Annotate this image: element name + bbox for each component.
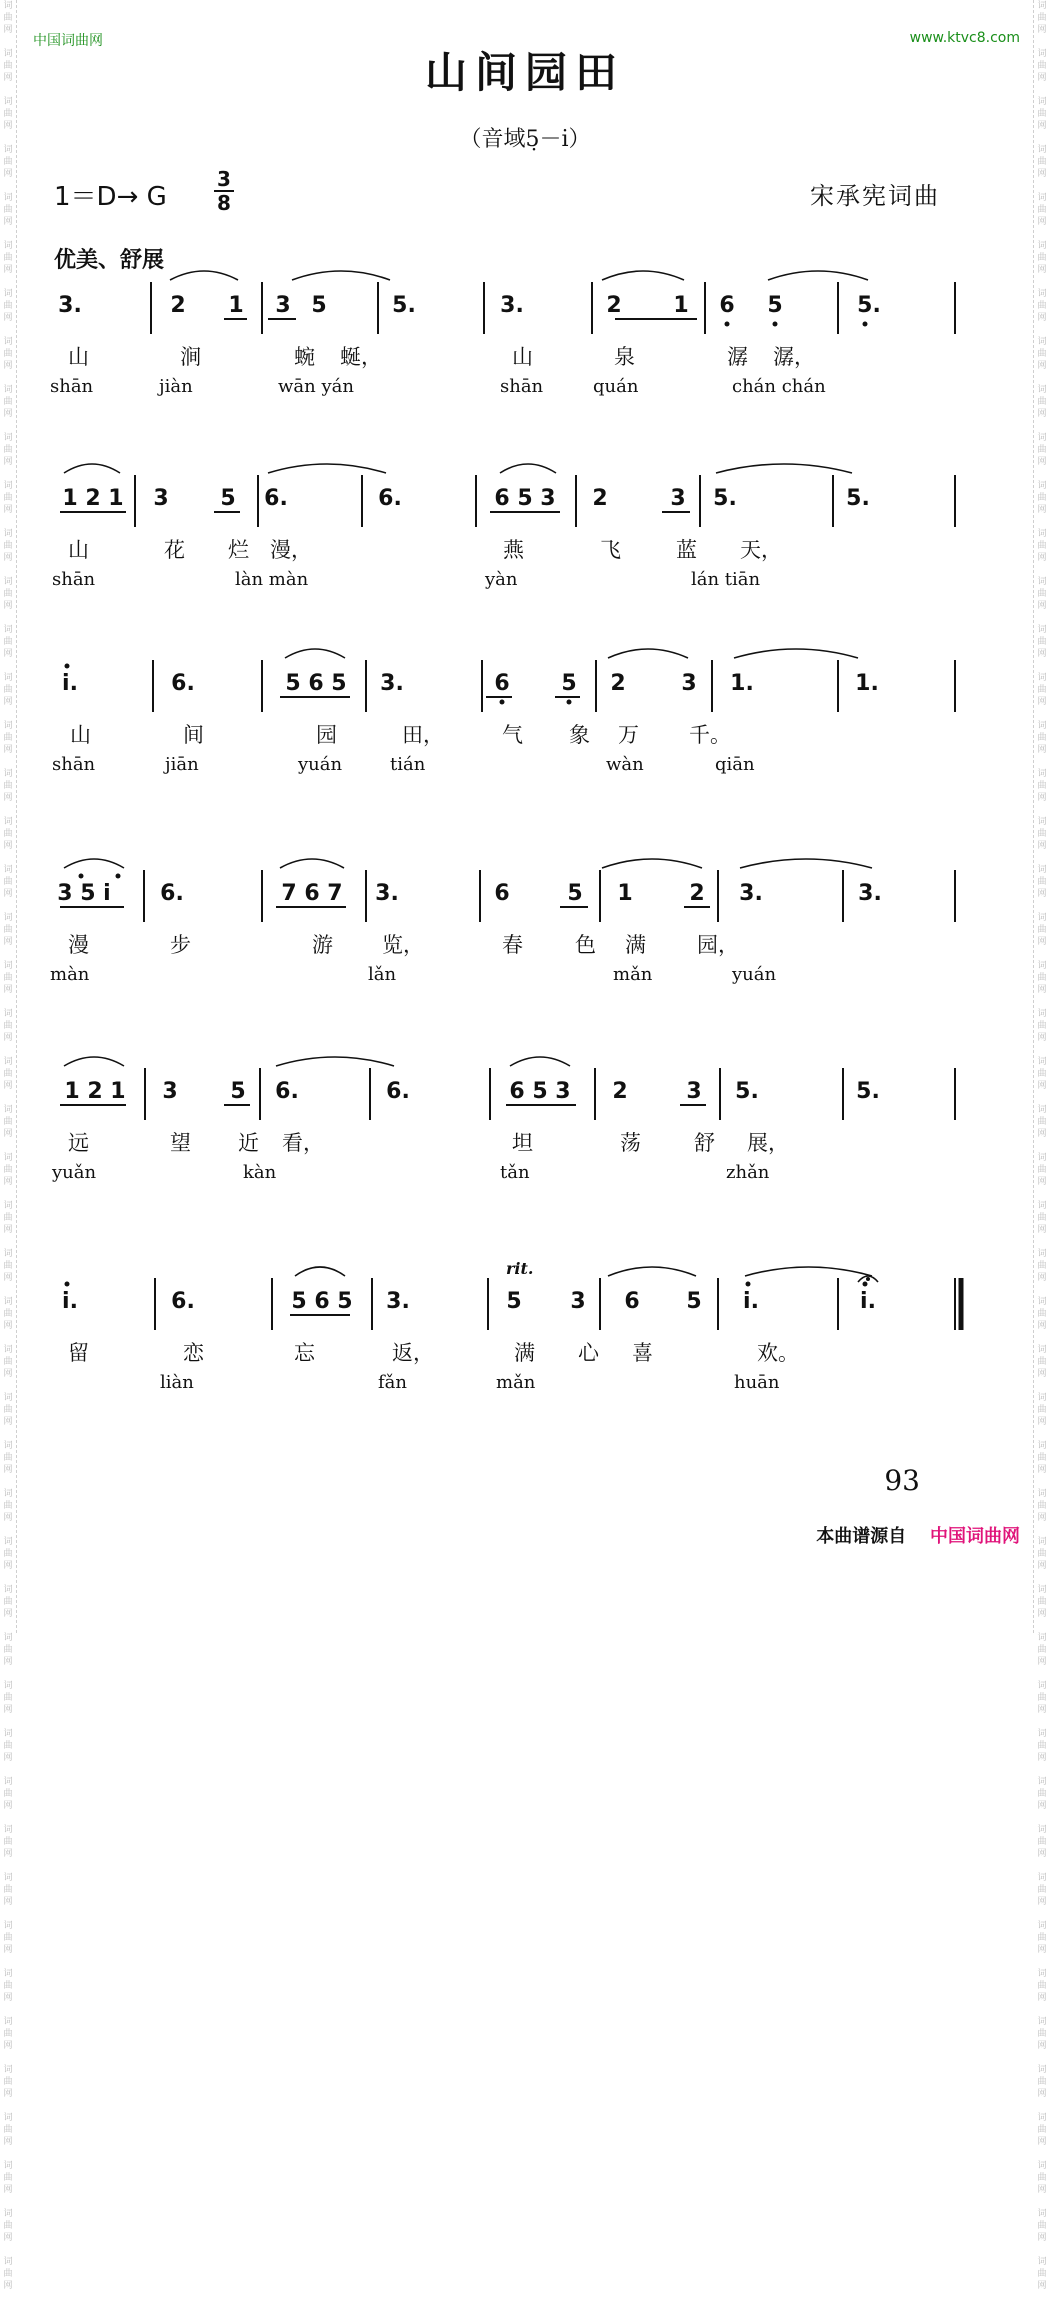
high-octave-dot — [79, 874, 84, 879]
left-watermark-strip: 词 曲 网 词 曲 网 词 曲 网 词 曲 网 词 曲 网 词 曲 网 词 曲 网 词 曲 网 词 曲 网 词 曲 网 词 曲 网 词 曲 网 词 曲 网 词 曲 网 词 曲 网 词 曲 网 词 曲 网 词 曲 网 词 曲 网 词 曲 网 词 曲 网 词 曲 网 词 曲 网 词 曲 网 词 曲 网 词 曲 网 词 曲 网 词 曲 网 词 曲 网 词 曲 网 词 曲 网 词 曲 网 词 曲 网 词 曲 网 词 曲 网 词 曲 网 词 曲 网 词 曲 网 词 曲 网 词 曲 网 词 曲 网 词 曲 网 词 曲 网 词 曲 网 词 曲 网 词 曲 网 词 曲 网 词 曲 网 — [0, 0, 17, 1633]
fermata-dot — [866, 1277, 870, 1281]
lyric-syllable: 潺 — [727, 345, 748, 369]
note: 5 — [561, 671, 577, 696]
footer-credit — [816, 1522, 1020, 1548]
slur-arc — [716, 464, 852, 473]
high-octave-dot — [65, 664, 70, 669]
lyric-syllable: 欢。 — [757, 1341, 799, 1365]
lyric-syllable: 象 — [569, 723, 590, 747]
lyric-syllable: 留 — [68, 1341, 89, 1365]
note: 6 — [719, 293, 735, 318]
slur-arc — [268, 464, 386, 473]
lyric-syllable: 蜿 — [294, 345, 315, 369]
page-number: 93 — [884, 1464, 920, 1497]
slur-arc — [64, 464, 120, 473]
note: 6 5 3 — [509, 1079, 571, 1104]
slur-arc — [292, 271, 390, 280]
note: 5 6 5 — [285, 671, 347, 696]
lyric-syllable: 山 — [70, 723, 91, 747]
lyric-syllable: 心 — [578, 1341, 599, 1365]
lyric-syllable: 气 — [502, 723, 523, 747]
note: i. — [860, 1289, 876, 1314]
lyric-syllable: 潺， — [773, 345, 815, 369]
ritardando-mark: rit. — [506, 1259, 534, 1278]
note: 3. — [375, 881, 399, 906]
note: 3. — [739, 881, 763, 906]
note: 5 — [567, 881, 583, 906]
high-octave-dot — [116, 874, 121, 879]
site-url-right: www.ktvc8.com — [909, 30, 1020, 46]
key-signature: 1＝D→ G — [54, 182, 167, 212]
lyric-syllable: 满 — [514, 1341, 535, 1365]
slur-arc — [602, 271, 684, 280]
lyric-syllable: 涧 — [180, 345, 201, 369]
note: 6. — [275, 1079, 299, 1104]
pinyin-syllable: shān — [50, 376, 94, 397]
note: i. — [62, 1289, 78, 1314]
note: 5 — [220, 486, 236, 511]
note: 5. — [846, 486, 870, 511]
note: 3 5 i — [57, 881, 111, 906]
pinyin-syllable: màn — [50, 964, 90, 985]
pinyin-syllable: yuán — [732, 964, 777, 985]
pinyin-syllable: shān — [500, 376, 544, 397]
low-octave-dot — [500, 700, 505, 705]
lyric-syllable: 忘 — [294, 1341, 315, 1365]
note: 3 — [570, 1289, 586, 1314]
lyric-syllable: 园 — [316, 723, 337, 747]
pinyin-syllable: shān — [52, 569, 96, 590]
low-octave-dot — [567, 700, 572, 705]
lyric-syllable: 春 — [502, 933, 523, 957]
note: 5 — [311, 293, 327, 318]
lyric-syllable: 千。 — [689, 723, 731, 747]
slur-arc — [276, 1057, 394, 1066]
lyric-syllable: 花 — [164, 538, 185, 562]
pinyin-syllable: jiān — [165, 754, 199, 775]
slur-arc — [500, 464, 556, 473]
lyric-syllable: 返， — [392, 1341, 434, 1365]
lyric-syllable: 天， — [740, 538, 782, 562]
note: 2 — [170, 293, 186, 318]
right-watermark-strip: 词 曲 网 词 曲 网 词 曲 网 词 曲 网 词 曲 网 词 曲 网 词 曲 网 词 曲 网 词 曲 网 词 曲 网 词 曲 网 词 曲 网 词 曲 网 词 曲 网 词 曲 网 词 曲 网 词 曲 网 词 曲 网 词 曲 网 词 曲 网 词 曲 网 词 曲 网 词 曲 网 词 曲 网 词 曲 网 词 曲 网 词 曲 网 词 曲 网 词 曲 网 词 曲 网 词 曲 网 词 曲 网 词 曲 网 词 曲 网 词 曲 网 词 曲 网 词 曲 网 词 曲 网 词 曲 网 词 曲 网 词 曲 网 词 曲 网 词 曲 网 词 曲 网 词 曲 网 词 曲 网 词 曲 网 词 曲 网 — [1033, 0, 1050, 1633]
note: 2 — [689, 881, 705, 906]
note: i. — [62, 671, 78, 696]
lyric-syllable: 蜒， — [340, 345, 382, 369]
lyric-syllable: 舒 — [694, 1131, 715, 1155]
slur-arc — [768, 271, 868, 280]
slur-arc — [734, 649, 858, 658]
note: 3 — [153, 486, 169, 511]
note: 3. — [500, 293, 524, 318]
note: 1 2 1 — [62, 486, 124, 511]
lyric-syllable: 展， — [747, 1131, 789, 1155]
lyric-syllable: 满 — [625, 933, 646, 957]
pinyin-syllable: fǎn — [378, 1372, 407, 1393]
lyric-syllable: 山 — [68, 538, 89, 562]
note: 7 6 7 — [281, 881, 343, 906]
lyric-syllable: 看， — [282, 1131, 324, 1155]
lyric-syllable: 山 — [512, 345, 533, 369]
lyric-syllable: 远 — [68, 1131, 89, 1155]
lyric-syllable: 坦 — [512, 1131, 533, 1155]
pinyin-syllable: wàn — [606, 754, 644, 775]
meter-top: 3 — [217, 167, 231, 191]
pinyin-syllable: mǎn — [613, 964, 653, 985]
pinyin-syllable: shān — [52, 754, 96, 775]
note: 2 — [592, 486, 608, 511]
pinyin-syllable: kàn — [243, 1162, 277, 1183]
note: 5 — [230, 1079, 246, 1104]
vocal-range: （音域5̣－i̇） — [459, 127, 591, 152]
pinyin-syllable: jiàn — [159, 376, 193, 397]
note: 1 — [228, 293, 244, 318]
note: 6 — [494, 671, 510, 696]
note: 3. — [380, 671, 404, 696]
lyric-syllable: 山 — [68, 345, 89, 369]
slur-arc — [510, 1057, 570, 1066]
pinyin-syllable: tián — [390, 754, 426, 775]
slur-arc — [64, 859, 124, 868]
note: 6. — [378, 486, 402, 511]
pinyin-syllable: chán chán — [732, 376, 826, 397]
slur-arc — [608, 1267, 696, 1276]
pinyin-syllable: qiān — [715, 754, 755, 775]
tempo-marking: 优美、舒展 — [54, 248, 165, 273]
note: 6 — [624, 1289, 640, 1314]
site-name-left: 中国词曲网 — [33, 33, 103, 49]
note: 2 — [612, 1079, 628, 1104]
note: 1 — [617, 881, 633, 906]
meter-bottom: 8 — [217, 191, 231, 215]
note: 2 — [606, 293, 622, 318]
note: 5 — [686, 1289, 702, 1314]
note: 6. — [160, 881, 184, 906]
lyric-syllable: 喜 — [632, 1341, 653, 1365]
slur-arc — [745, 1267, 872, 1276]
slur-arc — [740, 859, 872, 868]
note: 5. — [392, 293, 416, 318]
high-octave-dot — [65, 1282, 70, 1287]
lyric-syllable: 泉 — [614, 345, 635, 369]
lyric-syllable: 漫， — [270, 538, 312, 562]
lyric-syllable: 飞 — [600, 538, 621, 562]
note: i. — [743, 1289, 759, 1314]
pinyin-syllable: yuán — [298, 754, 343, 775]
pinyin-syllable: huān — [734, 1372, 780, 1393]
pinyin-syllable: wān yán — [278, 376, 354, 397]
slur-arc — [280, 859, 344, 868]
lyric-syllable: 步 — [170, 933, 191, 957]
slur-arc — [295, 1267, 345, 1276]
note: 6. — [171, 1289, 195, 1314]
lyric-syllable: 荡 — [620, 1131, 641, 1155]
lyric-syllable: 烂 — [228, 538, 249, 562]
lyric-syllable: 万 — [618, 723, 639, 747]
low-octave-dot — [725, 322, 730, 327]
lyric-syllable: 览， — [382, 933, 424, 957]
pinyin-syllable: tǎn — [500, 1162, 530, 1183]
note: 3 — [275, 293, 291, 318]
lyric-syllable: 恋 — [183, 1341, 204, 1365]
lyric-syllable: 近 — [238, 1131, 259, 1155]
lyric-syllable: 园， — [697, 933, 739, 957]
composer-credit: 宋承宪词曲 — [810, 182, 940, 210]
lyric-syllable: 漫 — [68, 933, 89, 957]
note: 3 — [681, 671, 697, 696]
low-octave-dot — [863, 322, 868, 327]
note: 5 — [767, 293, 783, 318]
pinyin-syllable: lán tiān — [691, 569, 761, 590]
pinyin-syllable: yàn — [485, 569, 518, 590]
slur-arc — [64, 1057, 124, 1066]
lyric-syllable: 游 — [312, 933, 333, 957]
note: 6 — [494, 881, 510, 906]
slur-arc — [602, 859, 702, 868]
note: 3. — [58, 293, 82, 318]
note: 2 — [610, 671, 626, 696]
note: 6 5 3 — [494, 486, 556, 511]
pinyin-syllable: yuǎn — [52, 1162, 97, 1183]
note: 5. — [857, 293, 881, 318]
pinyin-syllable: lǎn — [368, 964, 397, 985]
pinyin-syllable: quán — [593, 376, 639, 397]
note: 5. — [856, 1079, 880, 1104]
pinyin-syllable: zhǎn — [726, 1162, 770, 1183]
lyric-syllable: 间 — [183, 723, 204, 747]
note: 1. — [855, 671, 879, 696]
note: 6. — [386, 1079, 410, 1104]
note: 5 — [506, 1289, 522, 1314]
slur-arc — [170, 271, 238, 280]
note: 1. — [730, 671, 754, 696]
slur-arc — [285, 649, 345, 658]
footer-source-label: 本曲谱源自 — [816, 1526, 907, 1547]
lyric-syllable: 蓝 — [676, 538, 697, 562]
slur-arc — [608, 649, 688, 658]
note: 5. — [713, 486, 737, 511]
note: 6. — [264, 486, 288, 511]
note: 6. — [171, 671, 195, 696]
lyric-syllable: 田， — [402, 723, 444, 747]
lyric-syllable: 燕 — [503, 538, 524, 562]
pinyin-syllable: liàn — [160, 1372, 194, 1393]
high-octave-dot — [863, 1282, 868, 1287]
pinyin-syllable: làn màn — [235, 569, 309, 590]
note: 3 — [686, 1079, 702, 1104]
footer-brand: 中国词曲网 — [930, 1526, 1020, 1547]
high-octave-dot — [746, 1282, 751, 1287]
lyric-syllable: 望 — [170, 1131, 191, 1155]
note: 3 — [162, 1079, 178, 1104]
note: 5 6 5 — [291, 1289, 353, 1314]
note: 5. — [735, 1079, 759, 1104]
note: 3. — [386, 1289, 410, 1314]
low-octave-dot — [773, 322, 778, 327]
song-title: 山间园田 — [424, 48, 625, 97]
pinyin-syllable: mǎn — [496, 1372, 536, 1393]
lyric-syllable: 色 — [575, 933, 596, 957]
note: 3 — [670, 486, 686, 511]
note: 3. — [858, 881, 882, 906]
note: 1 2 1 — [64, 1079, 126, 1104]
note: 1 — [673, 293, 689, 318]
